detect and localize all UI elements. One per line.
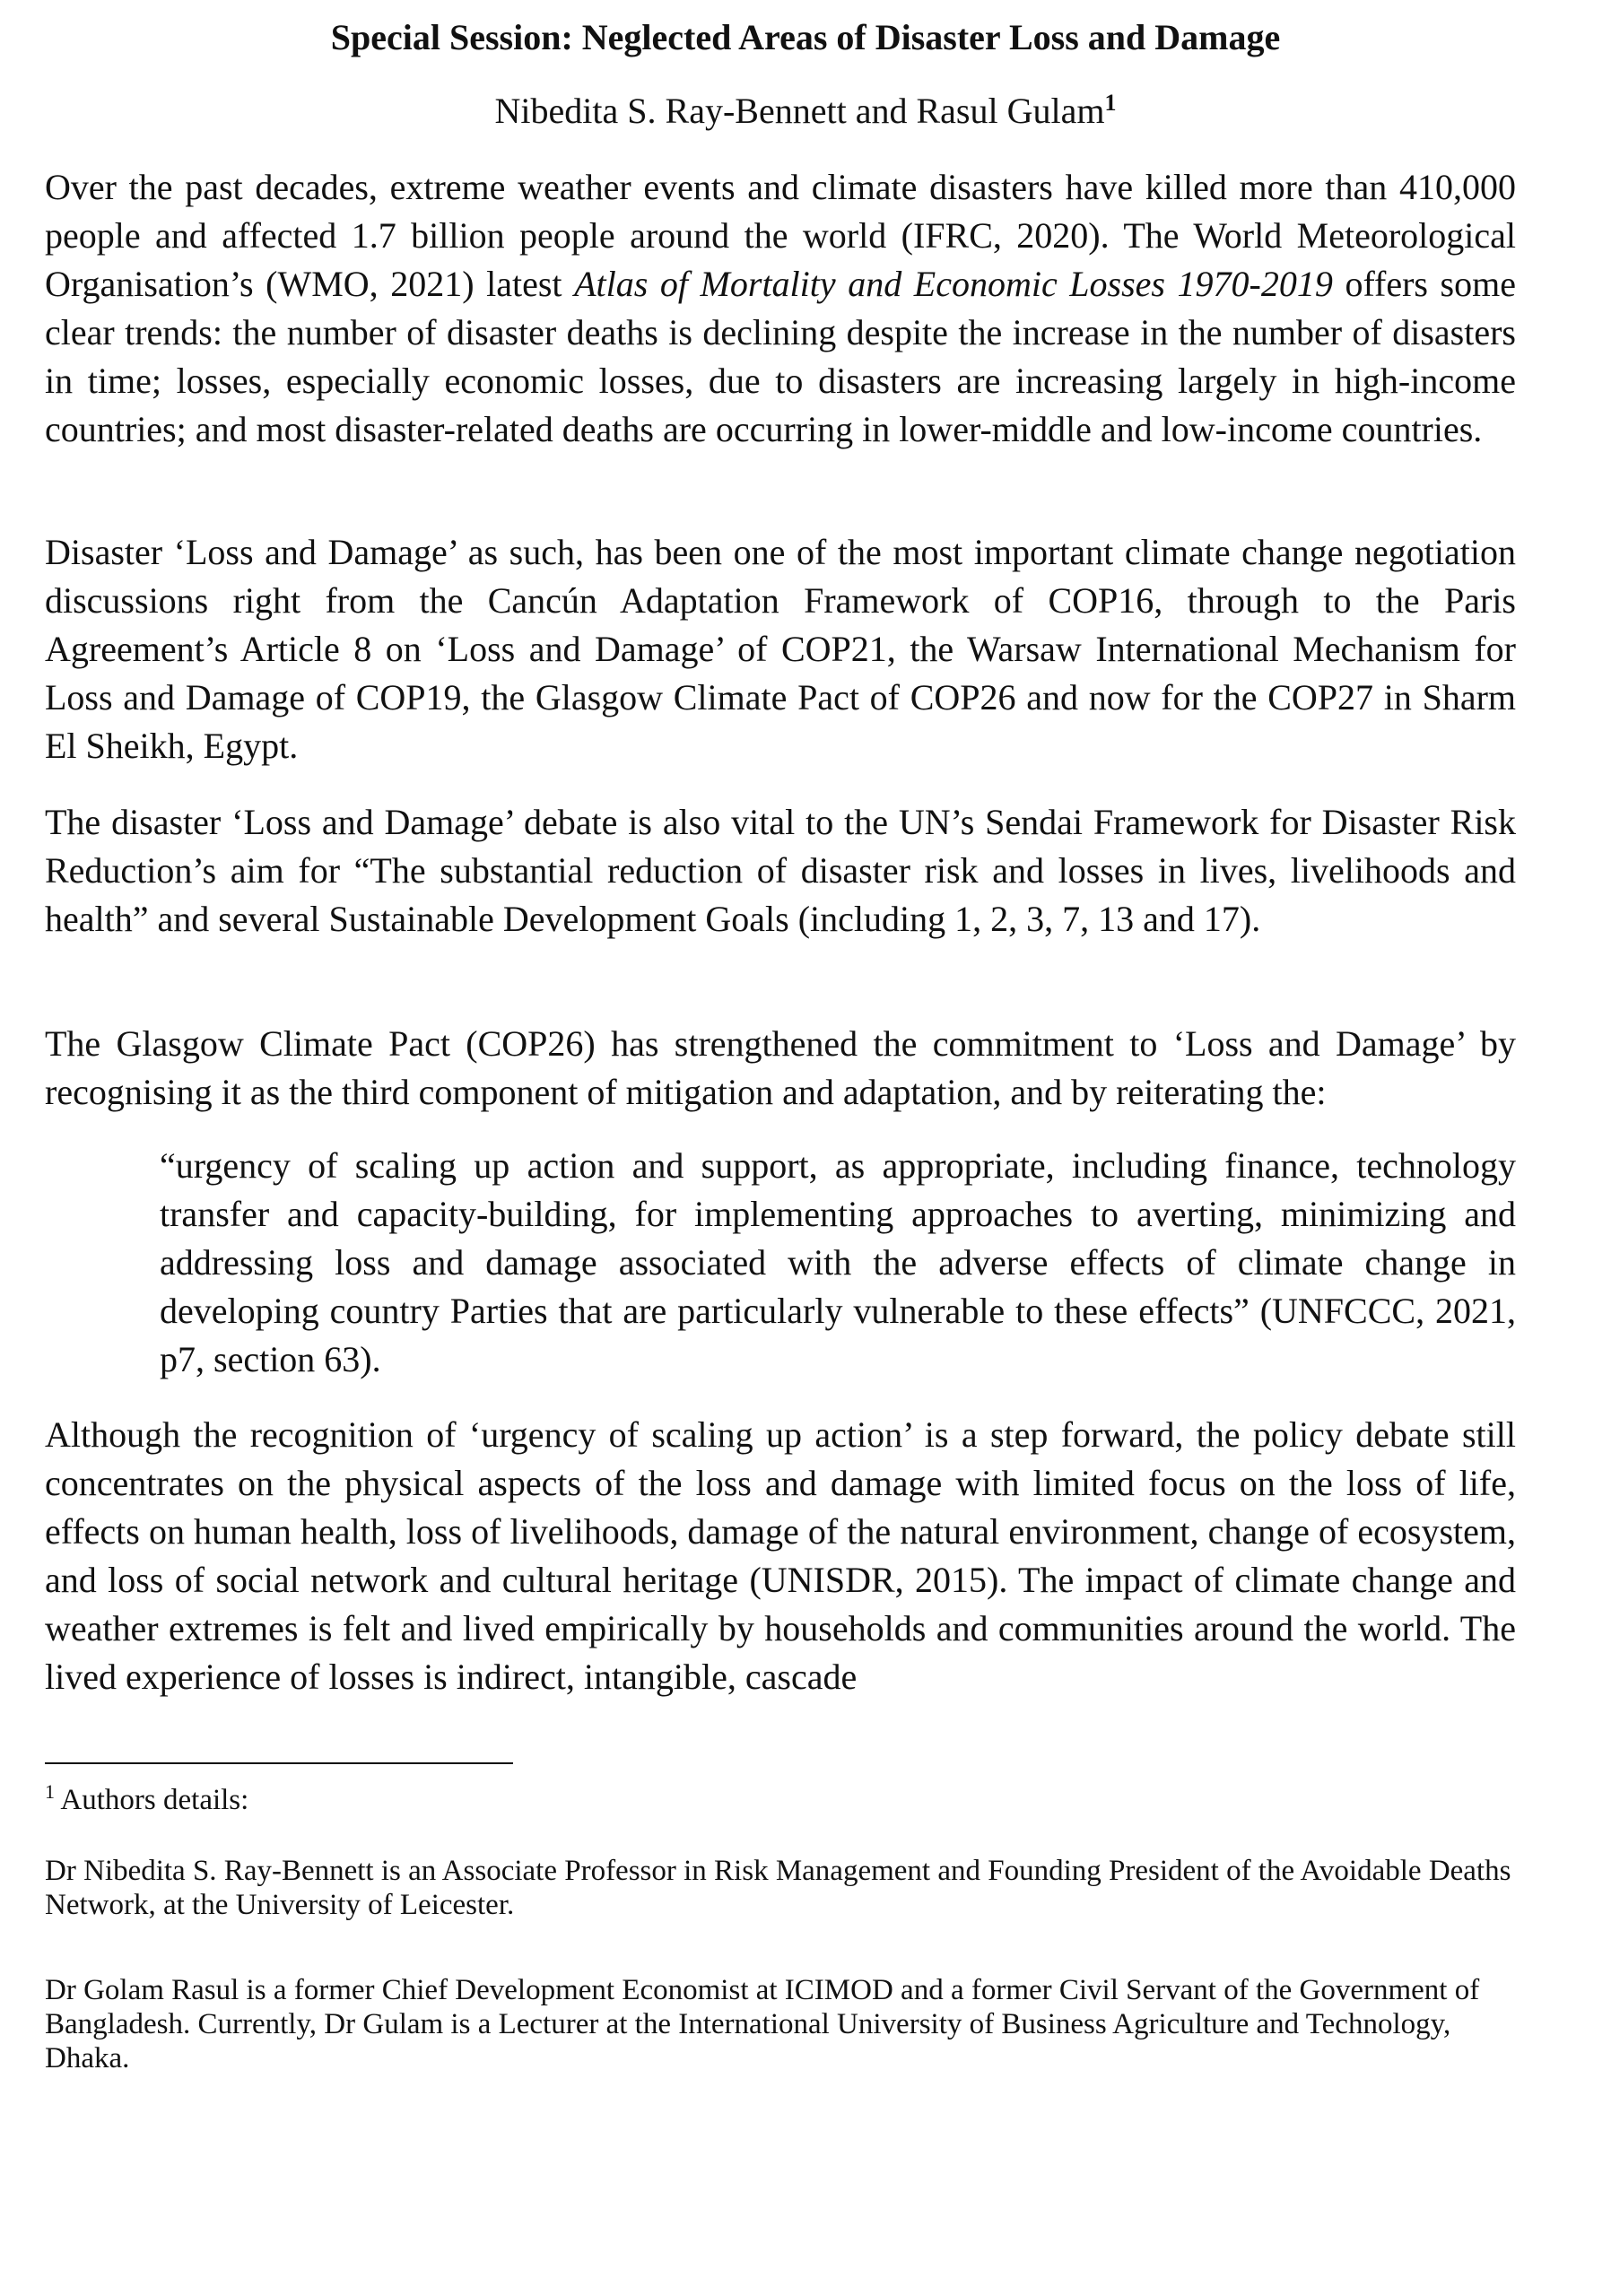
paragraph-glasgow: The Glasgow Climate Pact (COP26) has strengthened the commitment to ‘Loss and Damage’ by recognising it as the third component of mitigation and adaptation, and by reiterating the: bbox=[45, 1023, 1516, 1112]
paragraph-loss-and-damage: Disaster ‘Loss and Damage’ as such, has been one of the most important climate change negotiation discussions right from the Cancún Adaptation Framework of COP16, through to the Paris Agreement’s Article 8 on ‘Loss and Damage’ of COP21, the Warsaw International Mechanism for Loss and Damage of COP19, the Glasgow Climate Pact of COP26 and now for the COP27 in Sharm El Sheikh, Egypt. bbox=[45, 532, 1516, 766]
paragraph-sendai: The disaster ‘Loss and Damage’ debate is also vital to the UN’s Sendai Framework for Disaster Risk Reduction’s aim for “The substantial reduction of disaster risk and losses in lives, livelihoods and health” and several Sustainable Development Goals (including 1, 2, 3, 7, 13 and 17). bbox=[45, 802, 1516, 939]
paragraph-intro bbox=[45, 163, 1516, 454]
footnote-reference: 1 bbox=[1104, 90, 1117, 116]
footnote-heading bbox=[45, 1780, 1516, 1817]
paragraph-intro-text-start: Over the past decades, extreme weather events and climate disasters have killed more than 410,000 people and affected 1.7 billion people around the world (IFRC, 2020). The World Meteorological Organisation’s (WMO, 2021) latest bbox=[45, 167, 1516, 304]
block-quote: “urgency of scaling up action and support, as appropriate, including finance, technology transfer and capacity-building, for implementing approaches to averting, minimizing and addressing loss and damage associated with the adverse effects of climate change in developing country Parties that are particularly vulnerable to these effects” (UNFCCC, 2021, p7, section 63). bbox=[160, 1145, 1516, 1379]
paragraph-intro-text-end: offers some clear trends: the number of disaster deaths is declining despite the increase in the number of disasters in time; losses, especially economic losses, due to disasters are increasing largely in high-income countries; and most disaster-related deaths are occurring in lower-middle and low-income countries. bbox=[45, 264, 1516, 449]
footnote-author-2: Dr Golam Rasul is a former Chief Development Economist at ICIMOD and a former Civil Servant of the Government of Bangladesh. Currently, Dr Gulam is a Lecturer at the International University of Business Agriculture and Technology, Dhaka. bbox=[45, 1974, 1480, 2074]
author-line bbox=[0, 86, 1611, 136]
paragraph-recognition: Although the recognition of ‘urgency of scaling up action’ is a step forward, the policy debate still concentrates on the physical aspects of the loss and damage with limited focus on the loss of life, effects on human health, loss of livelihoods, damage of the natural environment, change of ecosystem, and loss of social network and cultural heritage (UNISDR, 2015). The impact of climate change and weather extremes is felt and lived empirically by households and communities around the world. The lived experience of losses is indirect, intangible, cascade bbox=[45, 1414, 1516, 1697]
footnote-heading-text: Authors details: bbox=[55, 1784, 249, 1816]
footnote-author-1: Dr Nibedita S. Ray-Bennett is an Associate Professor in Risk Management and Founding President of the Avoidable Deaths Network, at the University of Leicester. bbox=[45, 1855, 1511, 1921]
document-title: Special Session: Neglected Areas of Disaster Loss and Damage bbox=[330, 17, 1281, 57]
author-names: Nibedita S. Ray-Bennett and Rasul Gulam bbox=[494, 91, 1105, 131]
footnote-divider bbox=[45, 1762, 513, 1764]
atlas-title: Atlas of Mortality and Economic Losses 1970-2019 bbox=[574, 264, 1333, 304]
footnote-marker: 1 bbox=[45, 1780, 55, 1803]
